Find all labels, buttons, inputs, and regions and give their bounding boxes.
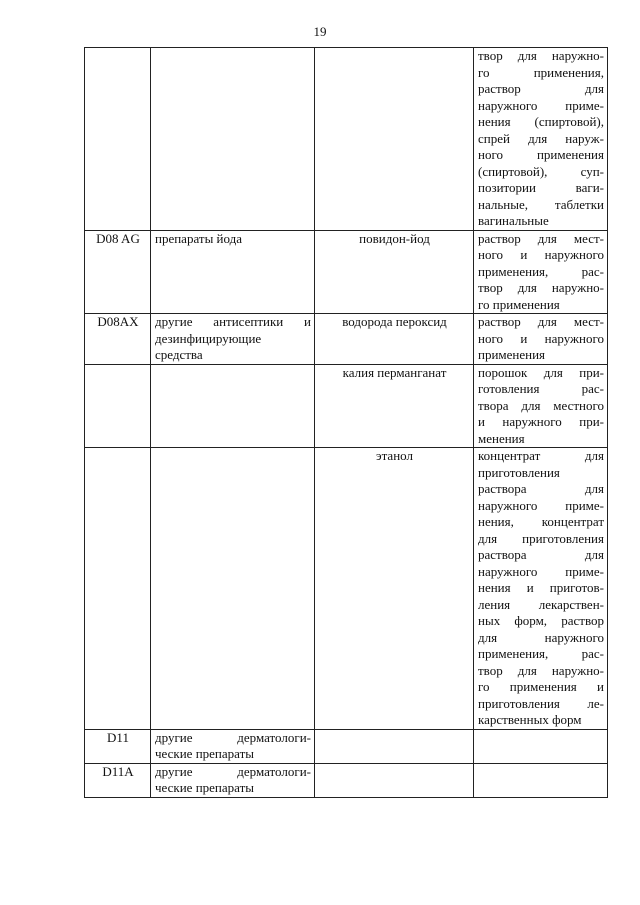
text-line: ления лекарствен- — [478, 596, 604, 612]
text-line: порошок для при- — [478, 364, 604, 380]
text-line: ного применения — [478, 147, 604, 162]
atc-code-cell: D11A — [85, 763, 151, 797]
text-line: для наружного — [478, 629, 604, 645]
text-line: вагинальные — [478, 213, 549, 228]
group-cell — [151, 48, 315, 231]
table-row — [85, 763, 608, 797]
text-line: карственных форм — [478, 712, 582, 727]
text-line: позитории ваги- — [478, 180, 604, 195]
text-line: раствора для — [478, 547, 604, 562]
text-line: (спиртовой), суп- — [478, 163, 604, 179]
text-line: для приготовления — [478, 530, 604, 546]
text-line: твора для местного — [478, 397, 604, 413]
text-line: приготовления — [478, 464, 560, 480]
text-line: менения — [478, 430, 525, 446]
table-row — [85, 230, 608, 314]
text-line: раствор для мест- — [478, 230, 604, 246]
dosage-forms-cell — [474, 763, 608, 797]
atc-code-cell — [85, 48, 151, 231]
text-line: ного и наружного — [478, 247, 604, 262]
text-line: приготовления ле- — [478, 695, 604, 711]
text-line: средства — [155, 347, 203, 362]
table-row — [85, 364, 608, 448]
text-line: спрей для наруж- — [478, 130, 604, 146]
drug-name-cell: калия перманганат — [315, 364, 474, 448]
text-line: наружного приме- — [478, 97, 604, 113]
text-line: концентрат для — [478, 448, 604, 463]
dosage-forms-cell — [474, 448, 608, 730]
text-line: наружного приме- — [478, 563, 604, 579]
drug-table — [84, 47, 608, 798]
dosage-forms-cell — [474, 364, 608, 448]
atc-code-cell: D08AX — [85, 314, 151, 365]
atc-code-cell: D11 — [85, 729, 151, 763]
table-row — [85, 314, 608, 365]
text-line: готовления рас- — [478, 381, 604, 396]
text-line: дезинфицирующие — [155, 330, 262, 346]
atc-code-cell — [85, 448, 151, 730]
drug-name-cell: этанол — [315, 448, 474, 730]
text-line: препараты йода — [155, 230, 243, 246]
dosage-forms-cell — [474, 48, 608, 231]
table-row — [85, 729, 608, 763]
text-line: го применения — [478, 296, 560, 312]
text-line: применения, рас- — [478, 263, 604, 279]
group-cell — [151, 729, 315, 763]
text-line: го применения, — [478, 64, 604, 80]
text-line: другие антисептики и — [155, 314, 311, 329]
group-cell — [151, 230, 315, 314]
group-cell — [151, 448, 315, 730]
drug-name-cell: повидон-йод — [315, 230, 474, 314]
text-line: ных форм, раствор — [478, 613, 604, 628]
table-row — [85, 448, 608, 730]
group-cell — [151, 364, 315, 448]
text-line: твор для наружно- — [478, 662, 604, 678]
atc-code-cell: D08 AG — [85, 230, 151, 314]
drug-name-cell — [315, 729, 474, 763]
text-line: нения (спиртовой), — [478, 114, 604, 129]
dosage-forms-cell — [474, 729, 608, 763]
atc-code-cell — [85, 364, 151, 448]
text-line: наружного приме- — [478, 497, 604, 513]
table-row — [85, 48, 608, 231]
dosage-forms-cell — [474, 230, 608, 314]
text-line: ческие препараты — [155, 780, 254, 795]
text-line: нения, концентрат — [478, 514, 604, 529]
text-line: применения — [478, 347, 546, 362]
text-line: ного и наружного — [478, 330, 604, 346]
text-line: и наружного при- — [478, 414, 604, 429]
page-number: 19 — [313, 24, 327, 39]
group-cell — [151, 314, 315, 365]
text-line: твор для наружно- — [478, 48, 604, 63]
text-line: применения, рас- — [478, 646, 604, 661]
text-line: твор для наружно- — [478, 280, 604, 295]
text-line: раствора для — [478, 481, 604, 496]
dosage-forms-cell — [474, 314, 608, 365]
drug-name-cell — [315, 48, 474, 231]
text-line: раствор для мест- — [478, 314, 604, 329]
group-cell — [151, 763, 315, 797]
text-line: нения и приготов- — [478, 580, 604, 595]
text-line: ческие препараты — [155, 746, 254, 761]
text-line: раствор для — [478, 81, 604, 96]
text-line: другие дерматологи- — [155, 729, 311, 745]
drug-name-cell: водорода пероксид — [315, 314, 474, 365]
text-line: го применения и — [478, 679, 604, 694]
drug-name-cell — [315, 763, 474, 797]
text-line: другие дерматологи- — [155, 763, 311, 779]
text-line: нальные, таблетки — [478, 196, 604, 212]
